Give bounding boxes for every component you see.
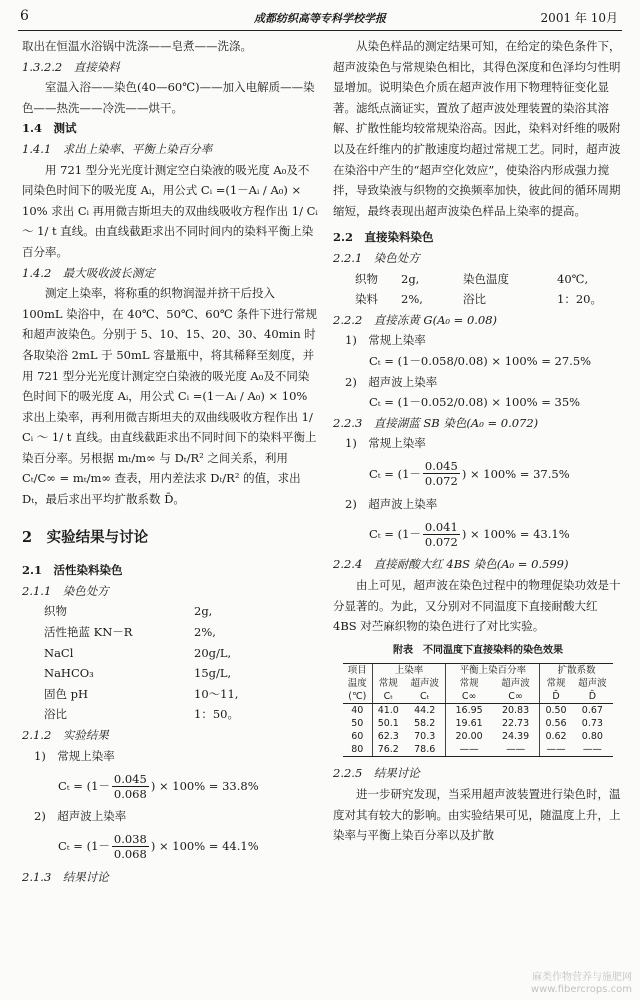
paragraph: 取出在恒温水浴锅中洗涤——皂煮——洗涤。 — [22, 39, 252, 53]
header-rule — [18, 30, 622, 31]
equation: Cₜ = (1－ $\frac{0.041}{0.072}$ ) × 100% = 43.1% — [369, 519, 570, 549]
section-heading: 2.2 直接染料染色 — [333, 230, 434, 245]
paragraph: 测定上染率，将称重的织物润湿并挤干后投入 100mL 染浴中，在 40℃、50℃、60℃ 条件下进行常规和超声波染色。分别于 5、10、15、20、30、40min 时各取染浴 2mL 于 50mL 容量瓶中，将其稀释至刻度，并用 721 型分光光度计测定空白染液的吸光度 A₀及不同染色时间下的吸光度 Aᵢ，用公式 Cᵢ =(1－Aᵢ / A₀) × 10% 求出上染率，再利用微吉斯坦夫的双曲线吸收方程作出 1/ Cᵢ ～ 1/ t 直线。由直线截距求出不同时间下的染料平衡上染百分率。另根据 mₜ/m∞ 与 Dₜ/R² 之间关系，利用 Cₜ/C∞ = mₜ/m∞ 查表，用内差法求 Dₜ/R² 的值，求出 Dₜ，最后求出平均扩散系数 D̄。 — [22, 286, 317, 507]
section-heading: 2.2.4 直接耐酸大红 4BS 染色(A₀ = 0.599) — [333, 557, 569, 572]
list-item: 2) 超声波上染率 — [345, 374, 438, 389]
section-heading: 1.4 测试 — [22, 121, 77, 136]
table-header-row: 温度 常规 超声波 常规 超声波 常规 超声波 — [347, 678, 607, 690]
equation: Cₜ = (1－ $\frac{0.045}{0.068}$ ) × 100% = 33.8% — [58, 771, 259, 801]
paragraph: 用 721 型分光光度计测定空白染液的吸光度 A₀及不同染色时间下的吸光度 Aᵢ，用公式 Cᵢ =(1－Aᵢ / A₀) × 10% 求出 Cᵢ 再用微吉斯坦夫的双曲线吸收方程作出 1/ Cᵢ ～ 1/ t 直线。由直线截距求出不同时间内的染料平衡上染百分率。 — [22, 162, 318, 259]
table-caption: 附表 不同温度下直接染料的染色效果 — [393, 644, 563, 656]
list-item: 2) 超声波上染率 — [345, 496, 438, 511]
section-heading: 1.3.2.2 直接染料 — [22, 59, 120, 74]
list-item: 1) 常规上染率 — [345, 436, 426, 451]
left-column — [22, 36, 318, 887]
table-header-row: 项目 上染率 平衡上染百分率 扩散系数 — [343, 664, 613, 678]
section-heading: 1.4.1 求出上染率、平衡上染百分率 — [22, 141, 213, 156]
section-heading: 1.4.2 最大吸收波长测定 — [22, 265, 155, 280]
paragraph: 进一步研究发现，当采用超声波装置进行染色时，温度对其有较大的影响。由实验结果可见，随温度上升，上染率与平衡上染百分率以及扩散 — [333, 787, 621, 843]
table-row: 80 76.2 78.6 —— —— —— —— — [343, 743, 613, 757]
equation: Cₜ = (1－0.058/0.08) × 100% = 27.5% — [369, 353, 592, 368]
table-row: 60 62.3 70.3 20.00 24.39 0.62 0.80 — [351, 731, 603, 743]
list-item: 1) 常规上染率 — [345, 333, 426, 348]
paragraph: 由上可见，超声波在染色过程中的物理促染功效是十分显著的。为此，又分别对不同温度下直接耐酸大红 4BS 对苎麻织物的染色进行了对比实验。 — [333, 578, 621, 634]
recipe-item: 固色 pH 10～11, — [44, 686, 239, 701]
recipe-item: 活性艳蓝 KN－R 2%, — [44, 625, 216, 640]
recipe-list — [22, 601, 318, 725]
right-column — [333, 36, 623, 846]
section-heading: 2.2.1 染色处方 — [333, 250, 420, 265]
watermark-line: 麻类作物营养与施肥网 — [532, 972, 632, 983]
section-heading: 2.2.3 直接湖蓝 SB 染色(A₀ = 0.072) — [333, 415, 539, 430]
recipe-item: 浴比 1：50。 — [44, 707, 239, 722]
watermark — [531, 972, 632, 996]
table-row: 40 41.0 44.2 16.95 20.83 0.50 0.67 — [351, 705, 603, 717]
table-row: 50 50.1 58.2 19.61 22.73 0.56 0.73 — [351, 718, 603, 730]
equation: Cₜ = (1－ $\frac{0.038}{0.068}$ ) × 100% = 44.1% — [58, 832, 259, 862]
equation: Cₜ = (1－0.052/0.08) × 100% = 35% — [369, 395, 581, 410]
list-item: 1) 常规上染率 — [34, 748, 115, 763]
issue-date: 2001 年 10月 — [540, 11, 618, 25]
recipe-row: 染料 2%, 浴比 1：20。 — [355, 292, 602, 307]
list-item: 2) 超声波上染率 — [34, 809, 127, 824]
section-heading: 2.1.2 实验结果 — [22, 728, 109, 742]
recipe-item: NaHCO₃ 15g/L, — [44, 666, 232, 681]
section-heading: 2.1.3 结果讨论 — [22, 869, 109, 884]
paragraph: 从染色样品的测定结果可知，在给定的染色条件下，超声波染色与常规染色相比，其得色深度和色泽均匀性明显增加。说明染色介质在超声波作用下物理特征变化显著。滤纸点滴证实，置放了超声波处理装置的染浴其溶解、扩散性能均较常规染浴高。因此，染料对纤维的吸附以及在纤维内的扩散速度均超过常规工艺。同时，超声波在染浴中产生的“超声空化效应”，使染浴内形成强力搅拌，导致染液与织物的交换频率加快，彼此间的循环周期缩短，最终表现出超声波染色样品上染率的提高。 — [333, 39, 621, 218]
paragraph: 室温入浴——染色(40—60℃)——加入电解质——染色——热洗——冷洗——烘干。 — [22, 80, 315, 115]
journal-title: 成都纺织高等专科学校学报 — [254, 12, 386, 25]
recipe-row: 织物 2g, 染色温度 40℃, — [355, 271, 589, 286]
results-table — [343, 663, 613, 757]
equation: Cₜ = (1－ $\frac{0.045}{0.072}$ ) × 100% = 37.5% — [369, 459, 570, 489]
recipe-item: NaCl 20g/L, — [44, 645, 232, 660]
recipe-item: 织物 2g, — [44, 604, 213, 619]
section-heading: 2.2.2 直接冻黄 G(A₀ = 0.08) — [333, 312, 498, 327]
chapter-heading: 2 实验结果与讨论 — [22, 528, 149, 546]
table-header-row: (℃) Cₜ Cₜ C∞ C∞ D̄ D̄ — [343, 690, 613, 704]
page-number: 6 — [20, 8, 29, 24]
section-heading: 2.1 活性染料染色 — [22, 563, 123, 578]
watermark-line: www.fibercrops.com — [530, 984, 632, 995]
page-header — [0, 0, 640, 34]
section-heading: 2.2.5 结果讨论 — [333, 766, 420, 781]
section-heading: 2.1.1 染色处方 — [22, 583, 109, 598]
